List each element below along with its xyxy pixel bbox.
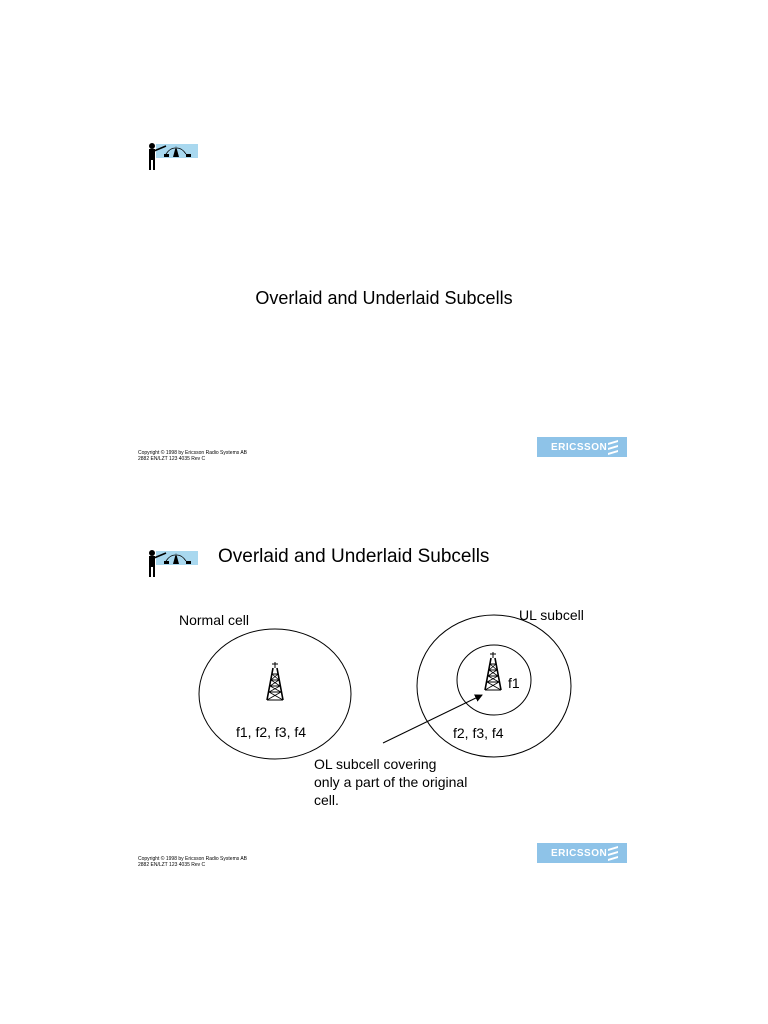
ericsson-stripes-icon [607, 439, 619, 458]
slide-title: Overlaid and Underlaid Subcells [218, 546, 490, 567]
copyright-notice [138, 856, 247, 868]
normal-cell-frequencies: f1, f2, f3, f4 [236, 724, 307, 740]
ericsson-stripes-icon [607, 845, 619, 864]
slide-title: Overlaid and Underlaid Subcells [255, 288, 513, 308]
callout-line: only a part of the original [314, 774, 468, 790]
callout-line: cell. [314, 792, 339, 808]
copyright-notice [138, 450, 247, 462]
content-slide [0, 500, 768, 1024]
brand-name: ERICSSON [551, 441, 608, 453]
radio-tower-icon [485, 652, 501, 690]
ol-subcell-frequency: f1 [508, 675, 520, 691]
document-number: 2882 EN/LZT 123 4035 Rev C [138, 862, 206, 868]
ul-subcell-label: UL subcell [519, 607, 584, 623]
ol-subcell-callout [314, 755, 467, 809]
callout-line: OL subcell covering [314, 756, 437, 772]
ericsson-logo [537, 843, 627, 863]
brand-name: ERICSSON [551, 847, 608, 859]
normal-cell-label: Normal cell [179, 612, 250, 628]
ul-subcell-frequencies: f2, f3, f4 [453, 725, 504, 741]
ericsson-logo [537, 437, 627, 457]
copyright-line: Copyright © 1998 by Ericsson Radio Systems AB [138, 450, 248, 456]
presenter-antenna-icon [142, 140, 200, 179]
title-slide [0, 0, 768, 500]
copyright-line: Copyright © 1998 by Ericsson Radio Systems AB [138, 856, 248, 862]
document-number: 2882 EN/LZT 123 4035 Rev C [138, 456, 206, 462]
radio-tower-icon [267, 662, 283, 700]
